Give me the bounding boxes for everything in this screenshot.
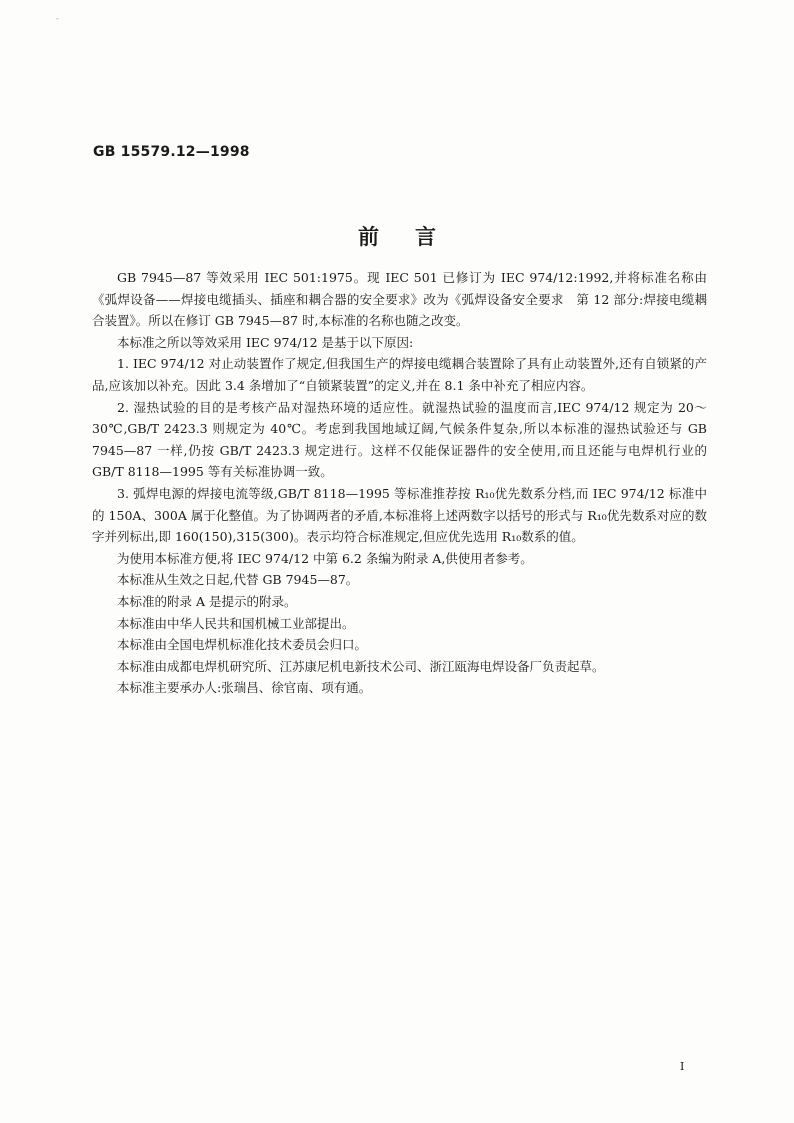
paragraph-responsible-persons: 本标准主要承办人:张瑞昌、徐官南、项有通。 [117,680,372,696]
paragraph-reason-3: 3. 弧焊电源的焊接电流等级,GB/T 8118—1995 等标准推荐按 R₁₀优先数系分档,而 IEC 974/12 标准中的 150A、300A 属于化整值。为了协调两者的矛盾,本标准将上述两数字以括号的形式与 R₁₀优先数系对应的数字并列标出,即 160(150),315(300)。表示均符合标准规定,但应优先选用 R₁₀数系的值。 [92,485,707,545]
paragraph-appendix-note: 为使用本标准方便,将 IEC 974/12 中第 6.2 条编为附录 A,供使用者参考。 [117,550,533,566]
page-number: I [680,1060,685,1073]
paragraph-replacement: 本标准从生效之日起,代替 GB 7945—87。 [117,572,359,588]
page-title: 前言 [358,225,472,249]
standard-number: GB 15579.12—1998 [93,144,250,160]
corner-mark: - [56,14,59,23]
paragraph-proposer: 本标准由中华人民共和国机械工业部提出。 [117,615,355,631]
paragraph-committee: 本标准由全国电焊机标准化技术委员会归口。 [117,637,368,653]
paragraph-adoption: GB 7945—87 等效采用 IEC 501:1975。现 IEC 501 已修订为 IEC 974/12:1992,并将标准名称由《弧焊设备——焊接电缆插头、插座和耦合器的安全要求》改为《弧焊设备安全要求 第 12 部分:焊接电缆耦合装置》。所以在修订 GB 7945—87 时,本标准的名称也随之改变。 [92,270,707,329]
paragraph-reason-1: 1. IEC 974/12 对止动装置作了规定,但我国生产的焊接电缆耦合装置除了具有止动装置外,还有自锁紧的产品,应该加以补充。因此 3.4 条增加了“自锁紧装置”的定义,并在 8.1 条中补充了相应内容。 [92,356,707,393]
paragraph-appendix-type: 本标准的附录 A 是提示的附录。 [117,593,297,609]
paragraph-reason-2: 2. 湿热试验的目的是考核产品对湿热环境的适应性。就湿热试验的温度而言,IEC 974/12 规定为 20～30℃,GB/T 2423.3 则规定为 40℃。考虑到我国地域辽阔,气候条件复杂,所以本标准的湿热试验还与 GB 7945—87 一样,仍按 GB/T 2423.3 规定进行。这样不仅能保证器件的安全使用,而且还能与电焊机行业的 GB/T 8118—1995 等有关标准协调一致。 [92,399,707,480]
paragraph-reasons-intro: 本标准之所以等效采用 IEC 974/12 是基于以下原因: [117,334,414,350]
paragraph-drafters: 本标准由成都电焊机研究所、江苏康尼机电新技术公司、浙江瓯海电焊设备厂负责起草。 [117,658,605,674]
foreword-body [92,267,707,699]
